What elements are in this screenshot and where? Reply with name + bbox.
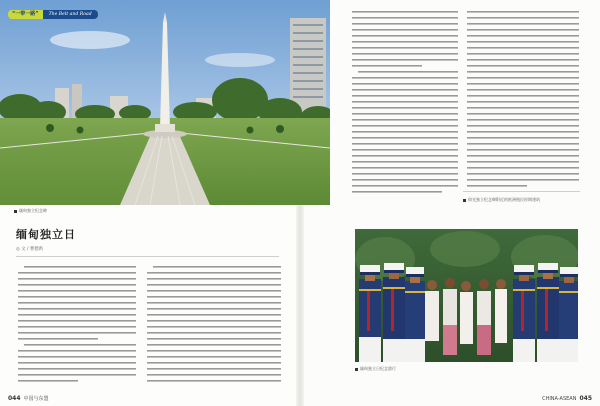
article-byline: ◎ 文 / 曹德禹 [16,247,44,252]
badge-english: The Belt and Road [43,10,98,19]
caption-marker-icon [463,199,466,202]
title-divider [16,256,279,257]
hero-caption-text: 缅甸独立纪念碑 [19,208,47,213]
badge-chinese: “一带一路” [8,10,43,19]
right-folio-label: CHINA-ASEAN [542,396,577,402]
left-folio-label: 中国与东盟 [23,396,49,402]
article-title: 缅甸独立日 [16,228,76,241]
caption-marker-icon [355,368,358,371]
body-text-column-3 [352,10,458,197]
top-right-caption-text: 仰光独立纪念碑附近的欧洲殖民时期建筑 [468,197,540,202]
top-right-caption [463,197,540,203]
body-text-column-4 [467,10,579,190]
parade-caption-text: 缅甸独立日纪念游行 [360,366,396,371]
right-folio [542,395,592,402]
body-text-column-1 [18,265,136,392]
caption-divider [463,191,580,192]
caption-marker-icon [14,210,17,213]
right-page-number: 045 [579,395,592,402]
hero-caption [14,208,47,214]
body-text-column-2 [147,265,281,392]
left-folio [8,395,49,402]
left-page-number: 044 [8,395,21,402]
independence-monument-photo [0,0,330,205]
section-badge [8,10,98,19]
independence-parade-photo [355,229,578,362]
parade-caption [355,366,396,372]
